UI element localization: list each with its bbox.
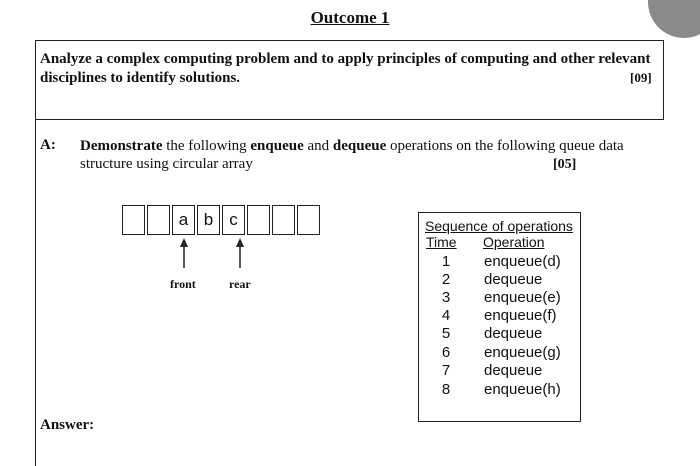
sequence-time: 4 bbox=[441, 307, 451, 324]
sequence-row bbox=[419, 344, 579, 362]
sequence-operation: enqueue(h) bbox=[484, 381, 561, 398]
outcome-marks: [09] bbox=[630, 70, 652, 85]
queue-cell: b bbox=[197, 205, 220, 235]
sequence-operation: enqueue(d) bbox=[484, 253, 561, 270]
question-verb: Demonstrate bbox=[80, 138, 163, 154]
sequence-title: Sequence of operations bbox=[425, 218, 573, 234]
sequence-row bbox=[419, 307, 579, 325]
outcome-statement bbox=[40, 50, 660, 88]
sequence-row bbox=[419, 381, 579, 399]
outcome-text: Analyze a complex computing problem and to apply principles of computing and other relevant disciplines to identify solutions. bbox=[40, 51, 651, 86]
sequence-operation: dequeue bbox=[484, 325, 543, 342]
rear-label: rear bbox=[229, 277, 251, 291]
middle-rule bbox=[35, 119, 664, 120]
queue-cell: c bbox=[222, 205, 245, 235]
question-marks: [05] bbox=[553, 157, 577, 172]
sequence-time: 2 bbox=[441, 271, 451, 288]
question-op-dequeue: dequeue bbox=[332, 138, 387, 154]
sequence-operation: enqueue(f) bbox=[484, 307, 557, 324]
time-header: Time bbox=[426, 234, 457, 250]
question-text-1: the following bbox=[162, 138, 251, 154]
sequence-row bbox=[419, 253, 579, 271]
queue-cell bbox=[122, 205, 145, 235]
queue-cell bbox=[297, 205, 320, 235]
front-label: front bbox=[170, 277, 196, 291]
queue-array bbox=[122, 205, 322, 235]
sequence-row bbox=[419, 271, 579, 289]
queue-cell bbox=[272, 205, 295, 235]
sequence-time: 1 bbox=[441, 253, 451, 270]
sequence-time: 6 bbox=[441, 344, 451, 361]
sequence-time: 5 bbox=[441, 325, 451, 342]
question-text-2: and bbox=[303, 138, 333, 154]
rear-arrow-icon bbox=[233, 238, 247, 270]
operation-header: Operation bbox=[483, 234, 545, 250]
sequence-operation: dequeue bbox=[484, 271, 543, 288]
queue-cell bbox=[147, 205, 170, 235]
sequence-operation: dequeue bbox=[484, 362, 543, 379]
front-arrow-icon bbox=[177, 238, 191, 270]
answer-label: Answer: bbox=[40, 417, 95, 433]
sequence-time: 7 bbox=[441, 362, 451, 379]
top-rule bbox=[35, 40, 664, 41]
sequence-time: 8 bbox=[441, 381, 451, 398]
right-border bbox=[663, 40, 664, 120]
sequence-row bbox=[419, 289, 579, 307]
sequence-row bbox=[419, 362, 579, 380]
question-op-enqueue: enqueue bbox=[250, 138, 304, 154]
sequence-row bbox=[419, 325, 579, 343]
page-title: Outcome 1 bbox=[310, 8, 390, 27]
sequence-time: 3 bbox=[441, 289, 451, 306]
left-border bbox=[35, 40, 36, 466]
sequence-operation: enqueue(g) bbox=[484, 344, 561, 361]
sequence-table bbox=[418, 212, 581, 422]
question-label: A: bbox=[40, 137, 56, 153]
queue-cell: a bbox=[172, 205, 195, 235]
sequence-operation: enqueue(e) bbox=[484, 289, 561, 306]
question-text-3: operations on the following queue data structure using circular array bbox=[80, 138, 624, 172]
queue-cell bbox=[247, 205, 270, 235]
